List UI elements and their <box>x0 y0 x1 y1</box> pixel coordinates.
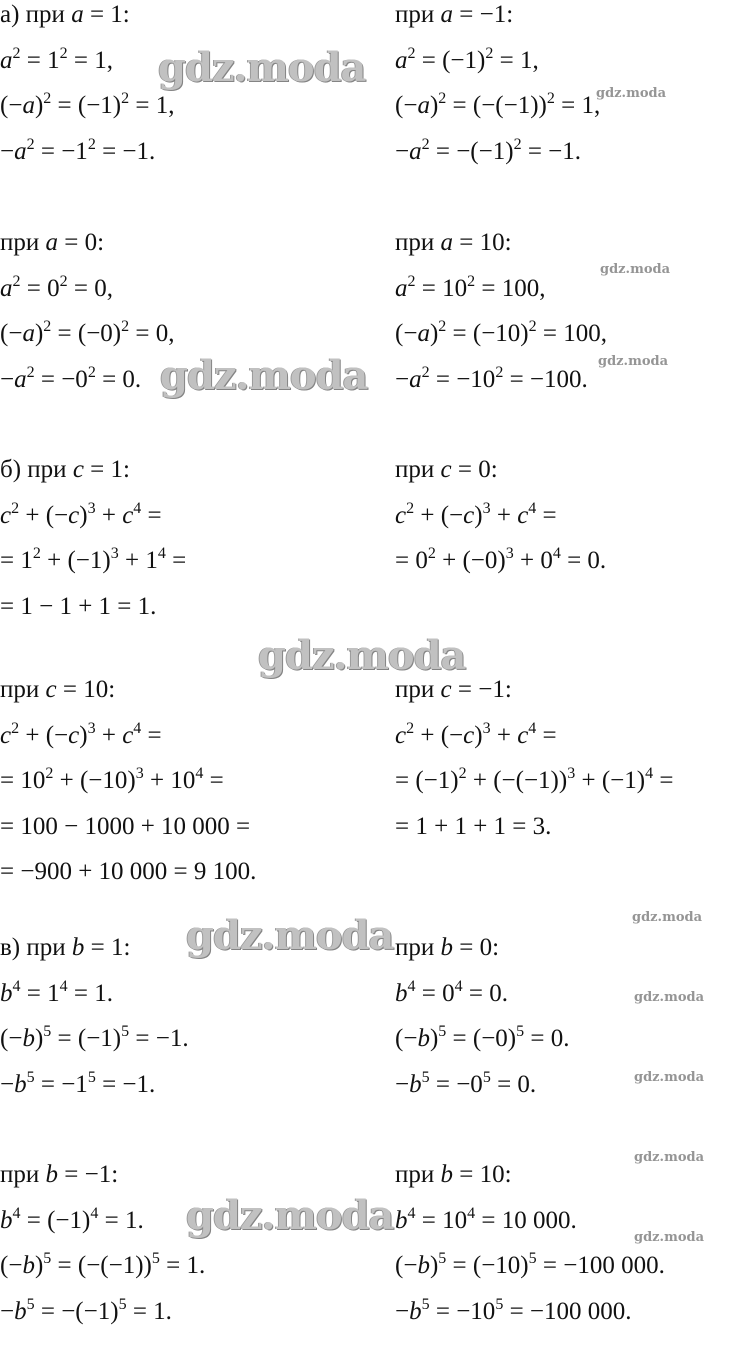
watermark: gdz.moda <box>598 354 669 369</box>
case-heading: а) при a = 1: <box>0 1 130 28</box>
watermark: gdz.moda <box>596 86 667 101</box>
equation-line: $(-b)^5 = (-0)^5 = 0$. <box>395 1023 570 1052</box>
watermark: gdz.moda <box>634 1150 705 1165</box>
equation-line: $-a^2 = -(-1)^2 = -1$. <box>395 136 582 165</box>
equation-line: $-a^2 = -10^2 = -100$. <box>395 364 588 393</box>
equation-line: $b^4 = 1^4 = 1$. <box>0 978 113 1007</box>
watermark: gdz.moda <box>634 1070 705 1085</box>
equation-line: = 1 − 1 + 1 = 1. <box>0 593 157 620</box>
watermark: gdz.moda <box>258 632 466 679</box>
equation-line: $(-a)^2 = (-10)^2 = 100$, <box>395 318 607 347</box>
case-heading: при a = −1: <box>395 1 514 28</box>
equation-line: $-a^2 = -1^2 = -1$. <box>0 136 156 165</box>
equation-line: $(-b)^5 = (-10)^5 = -100$ 000. <box>395 1250 665 1279</box>
case-heading: при c = 0: <box>395 456 498 483</box>
equation-line: $(-a)^2 = (-(-1))^2 = 1$, <box>395 90 601 119</box>
equation-line: = $10^2 + (-10)^3 + 10^4$ = <box>0 765 224 794</box>
equation-line: = −900 + 10 000 = 9 100. <box>0 858 257 885</box>
equation-line: $c^2 + (-c)^3 + c^4$ = <box>395 720 557 749</box>
equation-line: $c^2 + (-c)^3 + c^4$ = <box>0 720 162 749</box>
equation-line: $b^4 = 0^4 = 0$. <box>395 978 508 1007</box>
watermark: gdz.moda <box>186 1192 394 1239</box>
case-heading: при b = 0: <box>395 934 500 961</box>
equation-line: $a^2 = 1^2 = 1$, <box>0 45 113 74</box>
watermark: gdz.moda <box>158 44 366 91</box>
case-heading: при a = 10: <box>395 229 512 256</box>
equation-line: $(-b)^5 = (-(-1))^5 = 1$. <box>0 1250 206 1279</box>
equation-line: $(-b)^5 = (-1)^5 = -1$. <box>0 1023 189 1052</box>
equation-line: $-b^5 = -1^5 = -1$. <box>0 1069 156 1098</box>
equation-line: $a^2 = 0^2 = 0$, <box>0 273 113 302</box>
case-heading: в) при b = 1: <box>0 934 131 961</box>
case-heading: при c = 10: <box>0 676 116 703</box>
equation-line: $b^4 = (-1)^4 = 1$. <box>0 1205 144 1234</box>
watermark: gdz.moda <box>634 990 705 1005</box>
equation-line: $b^4 = 10^4 = 10$ 000. <box>395 1205 577 1234</box>
equation-line: $-b^5 = -0^5 = 0$. <box>395 1069 537 1098</box>
watermark: gdz.moda <box>186 912 394 959</box>
equation-line: $-a^2 = -0^2 = 0$. <box>0 364 142 393</box>
equation-line: $-b^5 = -(-1)^5 = 1$. <box>0 1296 172 1325</box>
equation-line: $a^2 = (-1)^2 = 1$, <box>395 45 539 74</box>
watermark: gdz.moda <box>632 910 703 925</box>
case-heading: при b = −1: <box>0 1161 119 1188</box>
equation-line: = $0^2 + (-0)^3 + 0^4 = 0$. <box>395 545 607 574</box>
equation-line: $-b^5 = -10^5 = -100$ 000. <box>395 1296 632 1325</box>
equation-line: $(-a)^2 = (-1)^2 = 1$, <box>0 90 175 119</box>
case-heading: при b = 10: <box>395 1161 512 1188</box>
equation-line: $(-a)^2 = (-0)^2 = 0$, <box>0 318 175 347</box>
case-heading: при a = 0: <box>0 229 105 256</box>
equation-line: $a^2 = 10^2 = 100$, <box>395 273 546 302</box>
equation-line: = $(-1)^2 + (-(-1))^3 + (-1)^4$ = <box>395 765 674 794</box>
watermark: gdz.moda <box>600 262 671 277</box>
equation-line: = 1 + 1 + 1 = 3. <box>395 813 552 840</box>
equation-line: $c^2 + (-c)^3 + c^4$ = <box>0 500 162 529</box>
case-heading: при c = −1: <box>395 676 512 703</box>
equation-line: $c^2 + (-c)^3 + c^4$ = <box>395 500 557 529</box>
case-heading: б) при c = 1: <box>0 456 130 483</box>
watermark: gdz.moda <box>160 352 368 399</box>
equation-line: = $1^2 + (-1)^3 + 1^4$ = <box>0 545 187 574</box>
equation-line: = 100 − 1000 + 10 000 = <box>0 813 251 840</box>
watermark: gdz.moda <box>634 1230 705 1245</box>
